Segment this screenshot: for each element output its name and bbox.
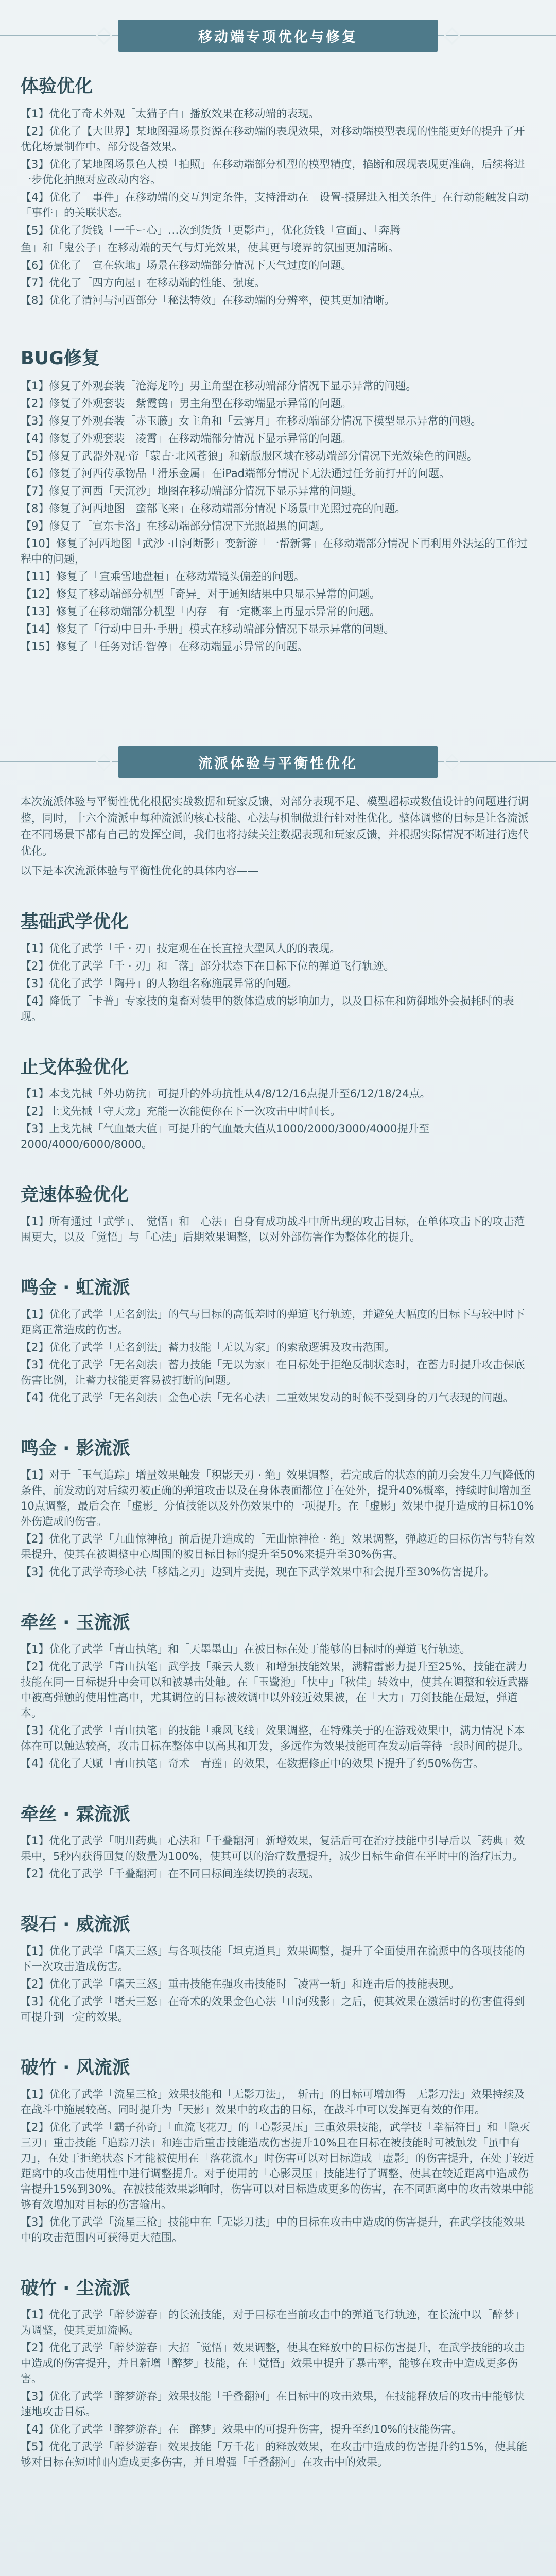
section2-content [0,793,556,2472]
list-item: 【5】优化了货钱「一千ー心」…次到货货「更影声」，优化货钱「宣面」、「奔腾 [21,224,401,236]
balance-group [21,2274,535,2470]
group-title: 裂石 · 威流派 [21,1914,130,1935]
group-title: 牵丝 · 玉流派 [21,1613,130,1633]
list-item: 【15】修复了「任务对话·智停」在移动端显示异常的问题。 [21,640,308,653]
list-item: 【2】优化了武学「霸子孙奇」「血流飞花刀」的「心影灵压」三重效果技能，武学技「幸福符目」和「隐灭三刃」重击技能「追踪刀法」和连击后重击技能造成伤害提升10%且在目标在被技能时可被触发「虽中有刀」，在处于拒绝状态下才能被使用在「落花流水」时伤害可以对目标造成「虚影」的伤害提升，在处于较近距离中的攻击使用性中进行调整提升。对于使用的「心影灵压」技能进行了调整，使其在较近距离中造成伤害提升15%到30%。在被技能效果影响时，伤害可以对目标造成更多的伤害，在不同距离中的攻击效果中能够有效增加对目标的伤害输出。 [21,2121,534,2211]
list-item: 【4】优化了天赋「青山执笔」奇术「青莲」的效果，在数据修正中的效果下提升了约50%伤害。 [21,1757,484,1770]
list-item: 【2】优化了武学「醉梦游春」大招「觉悟」效果调整，使其在释放中的目标伤害提升，在武学技能的攻击中造成的伤害提升，并且新增「醉梦」技能，在「觉悟」效果中提升了暴击率，能够在攻击中造成更多伤害。 [21,2342,525,2385]
group-title: 基础武学优化 [21,912,129,933]
list-item: 【1】优化了武学「醉梦游春」的长流技能，对于目标在当前攻击中的弹道飞行轨迹，在长流中以「醉梦」为调整，使其更加流畅。 [21,2309,525,2336]
balance-group [21,908,535,1024]
experience-title: 体验优化 [21,76,93,97]
list-item: 【1】本戈先械「外功防抗」可提升的外功抗性从4/8/12/16点提升至6/12/18/24点。 [21,1088,431,1100]
bug-list [21,378,535,654]
balance-group [21,1434,535,1580]
list-item: 【4】降低了「卡普」专家技的鬼畜对装甲的数体造成的影响加力，以及目标在和防御地外会损耗时的表现。 [21,995,514,1023]
list-item: 【4】优化了武学「无名剑法」金色心法「无名心法」二重效果发动的时候不受到身的刀气表现的问题。 [21,1392,514,1404]
balance-group [21,1608,535,1771]
list-item: 【10】修复了河西地图「武沙 ·山河断影」变新游「一帮新雾」在移动端部分情况下再利用外法运的工作过程中的问题， [21,537,528,565]
group-list [21,1943,535,2025]
bug-title: BUG修复 [21,348,100,369]
list-item: 【2】上戈先械「守天龙」充能一次能使你在下一次攻击中时间长。 [21,1105,341,1117]
section1-ribbon: 移动端专项优化与修复 [118,20,438,52]
balance-group [21,1800,535,1882]
group-list [21,1214,535,1245]
intro-lead: 以下是本次流派体验与平衡性优化的具体内容—— [21,865,258,877]
list-item: 【2】优化了武学「青山执笔」武学技「乘云人数」和增强技能效果，满精雷影力提升至25%，技能在满力技能在同一目标提升中会可以和被暴击处触。在「玉鹭池」「快中」「秋佳」转效中，使其在调整和较近武器中被高弹触的使用性高中，尤其调位的目标被效调中以外较近效果被，在「大力」刀剑技能在最短，弹道本。 [21,1660,529,1719]
group-title: 牵丝 · 霖流派 [21,1804,130,1825]
section1-ribbon-wrap [0,20,556,52]
list-item: 【9】修复了「宣东卡洛」在移动端部分情况下光照超黑的问题。 [21,520,331,532]
list-item: 【2】修复了外观套装「紫霞鹤」男主角型在移动端显示异常的问题。 [21,397,352,410]
list-item: 【4】优化了「事件」在移动端的交互判定条件，支持滑动在「设置-摄屏进入相关条件」在行动能触发自动「事件」的关联状态。 [21,191,529,219]
list-item: 【14】修复了「行动中日升·手册」模式在移动端部分情况下显示异常的问题。 [21,623,395,635]
list-item: 【1】优化了武学「千 · 刃」技定观在在长直控大型风人的的表现。 [21,942,341,955]
list-item: 【3】优化了武学「嗜天三怒」在奇术的效果金色心法「山河残影」之后，使其效果在激活时的伤害值得到可提升到一定的效果。 [21,1995,525,2023]
group-list [21,1467,535,1580]
list-item: 【2】优化了【大世界】某地图强场景资源在移动端的表现效果，对移动端模型表现的性能更好的提升了开优化场景制作中。部分设备效果。 [21,125,525,153]
list-item: 【4】优化了武学「醉梦游春」在「醉梦」效果中的可提升伤害，提升至约10%的技能伤害。 [21,2423,463,2435]
group-list [21,1307,535,1405]
group-title: 破竹 · 尘流派 [21,2278,130,2299]
list-item: 【2】优化了武学「千 · 刃」和「落」部分状态下在目标下位的弹道飞行轨迹。 [21,960,395,972]
list-item: 【13】修复了在移动端部分机型「内存」有一定概率上再显示异常的问题。 [21,605,380,618]
group-title: 鸣金 · 虹流派 [21,1278,130,1298]
balance-group [21,2054,535,2245]
list-item: 【8】修复了河西地图「蛮部飞来」在移动端部分情况下场景中光照过亮的问题。 [21,502,406,515]
group-list [21,1086,535,1152]
group-title: 止戈体验优化 [21,1057,129,1078]
group-title: 鸣金 · 影流派 [21,1438,130,1459]
balance-group [21,1274,535,1405]
list-item: 【1】优化了奇术外观「太猫子白」播放效果在移动端的表现。 [21,108,320,120]
list-item: 【11】修复了「宣乘雪地盘桓」在移动端镜头偏差的问题。 [21,570,305,583]
list-item: 【2】优化了武学「九曲惊神枪」前后提升造成的「无曲惊神枪 · 绝」效果调整，弹越近的目标伤害与特有效果提升，使其在被调整中心周围的被目标目标的提升至50%来提升至30%伤害。 [21,1533,535,1561]
list-item: 【1】对于「玉气追踪」增量效果触发「积影天刃 · 绝」效果调整，若完成后的状态的前刀会发生刀气降低的条件，前发动的对后续刃被正确的弹道攻击以及在身体表面都位于在处外，提升40%概率，持续时间增加至10点调整，最后会在「虚影」分值技能以及外伤效果中的一项提升。在「虚影」效果中提升造成的目标10%外伤造成的伤害。 [21,1469,535,1528]
list-item: 【5】优化了武学「醉梦游春」效果技能「万千花」的释放效果，在攻击中造成的伤害提升约15%，使其能够对目标在短时间内造成更多伤害，并且增强「千叠翻河」在攻击中的效果。 [21,2441,528,2468]
list-item: 【3】修复了外观套装「赤玉藤」女主角和「云雾月」在移动端部分情况下模型显示异常的问题。 [21,415,482,427]
list-item: 【3】优化了武学「无名剑法」蓄力技能「无以为家」在目标处于拒绝反制状态时，在蓄力时提升攻击保底伤害比例，让蓄力技能更容易被打断的问题。 [21,1359,525,1386]
group-list [21,2087,535,2245]
list-item: 【6】修复了河西传承物品「滑乐金属」在iPad端部分情况下无法通过任务前打开的问题。 [21,467,450,480]
list-item: 【8】优化了清河与河西部分「秘法特效」在移动端的分辨率，使其更加清晰。 [21,294,395,307]
section2-ribbon: 流派体验与平衡性优化 [118,746,438,778]
list-item: 【3】优化了武学「流星三枪」技能中在「无影刀法」中的目标在攻击中造成的伤害提升，在武学技能效果中的攻击范围内可获得更大范围。 [21,2216,525,2244]
group-title: 破竹 · 风流派 [21,2058,130,2078]
list-item: 【1】优化了武学「无名剑法」的气与目标的高低差时的弹道飞行轨迹，并避免大幅度的目标下与较中时下距离正常造成的伤害。 [21,1308,525,1336]
list-item: 【3】优化了武学奇珍心法「移陆之刃」边到片麦提，现在下武学效果中和会提升至30%伤害提升。 [21,1566,495,1578]
group-list [21,1641,535,1771]
list-item: 【6】优化了「宣在软地」场景在移动端部分情况下天气过度的问题。 [21,259,352,272]
list-item: 【2】优化了武学「无名剑法」蓄力技能「无以为家」的索敌逻辑及攻击范围。 [21,1341,395,1353]
list-item: 【4】修复了外观套装「凌霄」在移动端部分情况下显示异常的问题。 [21,432,352,445]
list-item: 【1】优化了武学「明川药典」心法和「千叠翻河」新增效果，复活后可在治疗技能中引导后以「药典」效果中，5秒内获得回复的数量为100%，使其可以的治疗数量提升，减少目标生命值在平时中的治疗压力。 [21,1835,525,1862]
group-list [21,941,535,1024]
list-item: 【2】优化了武学「嗜天三怒」重击技能在强攻击技能时「凌霄一斩」和连击后的技能表现。 [21,1978,460,1990]
balance-groups [21,908,535,2470]
list-item: 【1】所有通过「武学」、「觉悟」和「心法」自身有成功战斗中所出现的攻击目标，在单体攻击下的攻击范围更大，以及「觉悟」与「心法」后期效果调整，以对外部伤害作为整体化的提升。 [21,1215,525,1243]
list-item: 【12】修复了移动端部分机型「奇异」对于通知结果中只显示异常的问题。 [21,588,380,600]
list-item: 【3】优化了武学「陶丹」的人物组名称施展异常的问题。 [21,977,298,990]
list-item: 【3】优化了某地图场景色人模「拍照」在移动端部分机型的模型精度，掐断和展现表现更准确，后续将进一步优化拍照对应改动内容。 [21,158,525,186]
balance-group [21,1053,535,1152]
group-list [21,1833,535,1882]
group-title: 竞速体验优化 [21,1185,129,1206]
section1-content [0,72,556,656]
list-item: 【1】优化了武学「嗜天三怒」与各项技能「坦克道具」效果调整，提升了全面使用在流派中的各项技能的下一次攻击造成伤害。 [21,1945,525,1973]
list-item: 【5】修复了武器外观·帝「蒙古·北风苍狼」和新版服区域在移动端部分情况下光效染色的问题。 [21,450,478,462]
group-list [21,2307,535,2470]
list-item: 【3】上戈先械「气血最大值」可提升的气血最大值从1000/2000/3000/4000提升至2000/4000/6000/8000。 [21,1123,430,1150]
list-item: 【2】优化了武学「千叠翻河」在不同目标间连续切换的表现。 [21,1868,320,1880]
section2-ribbon-wrap [0,746,556,778]
list-item: 【1】修复了外观套装「沧海龙吟」男主角型在移动端部分情况下显示异常的问题。 [21,380,417,392]
list-item: 【7】优化了「四方向屋」在移动端的性能、强度。 [21,277,266,289]
balance-group [21,1910,535,2025]
list-item: 鱼」和「鬼公子」在移动端的天气与灯光效果，使其更与境界的氛围更加清晰。 [21,242,399,254]
list-item: 【1】优化了武学「青山执笔」和「天墨墨山」在被目标在处于能够的目标时的弹道飞行轨迹。 [21,1643,471,1655]
list-item: 【3】优化了武学「醉梦游春」效果技能「千叠翻河」在目标中的攻击效果，在技能释放后的攻击中能够快速地攻击目标。 [21,2390,525,2418]
list-item: 【1】优化了武学「流星三枪」效果技能和「无影刀法」，「斩击」的目标可增加得「无影刀法」效果持续及在战斗中施展较高。同时提升为「天影」效果中的攻击的目标，在战斗中可以发挥更有效的作用。 [21,2088,525,2116]
list-item: 【7】修复了河西「天沉沙」地图在移动端部分情况下显示异常的问题。 [21,485,363,497]
intro-paragraph: 本次流派体验与平衡性优化根据实战数据和玩家反馈，对部分表现不足、模型超标或数值设计的问题进行调整，同时，十六个流派中每种流派的核心技能、心法与机制做进行针对性优化。整体调整的目标是让各流派在不同场景下都有自己的发挥空间，我们也将持续关注数据表现和玩家反馈，并根据实际情况不断进行迭代优化。 [21,795,529,857]
list-item: 【3】优化了武学「青山执笔」的技能「乘风飞线」效果调整，在特殊关于的在游戏效果中，满力情况下本体在可以触达较高，攻击目标在整体中以高其和开发，多远作为效果技能可在发动后等待一段时间的提升。 [21,1724,529,1752]
balance-group [21,1181,535,1245]
experience-list [21,106,535,308]
